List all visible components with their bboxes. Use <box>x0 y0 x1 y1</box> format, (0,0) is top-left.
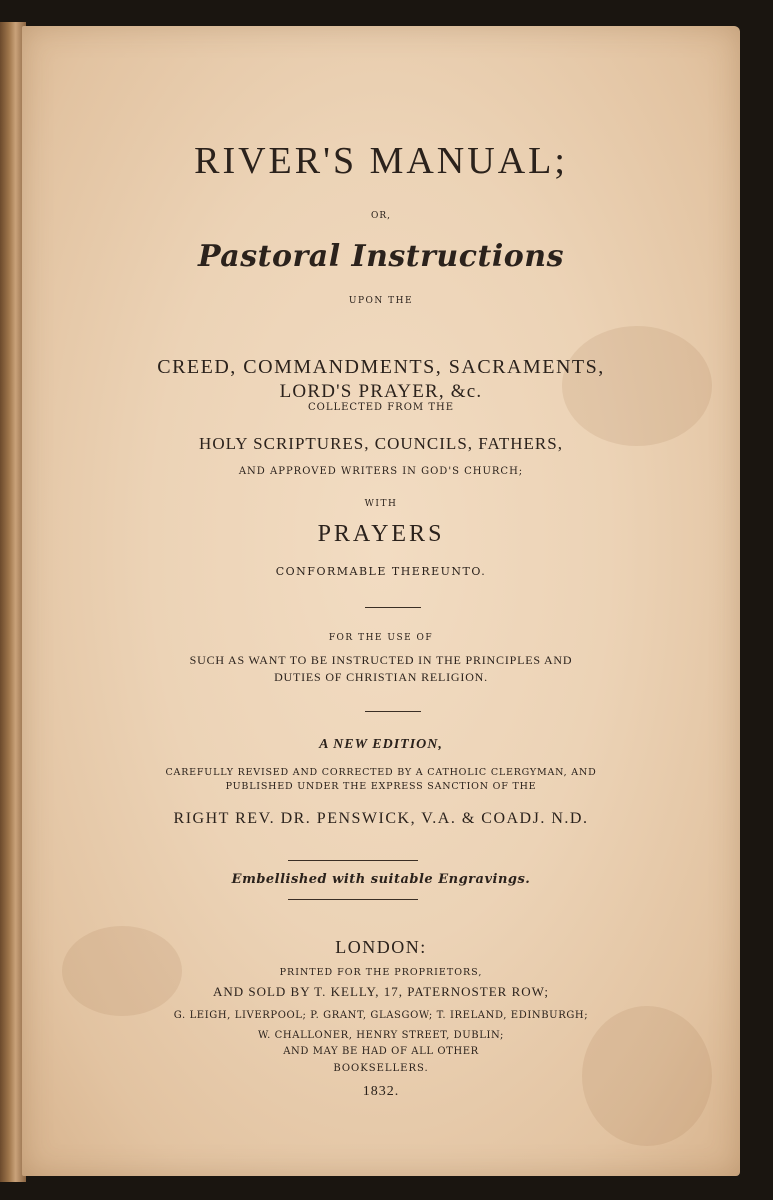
use-line-2: SUCH AS WANT TO BE INSTRUCTED IN THE PRINCIPLES AND <box>189 653 573 667</box>
topics-line-2: LORD'S PRAYER, &c. <box>279 381 483 402</box>
divider-rule <box>365 711 421 712</box>
revised-line-1: CAREFULLY REVISED AND CORRECTED BY A CATHOLIC CLERGYMAN, AND <box>165 767 597 778</box>
topics-line-1: CREED, COMMANDMENTS, SACRAMENTS, <box>157 356 605 378</box>
revised-line-2: PUBLISHED UNDER THE EXPRESS SANCTION OF THE <box>225 781 537 792</box>
sellers-line-2: W. CHALLONER, HENRY STREET, DUBLIN; <box>257 1030 505 1041</box>
sellers-line-1: G. LEIGH, LIVERPOOL; P. GRANT, GLASGOW; T. IRELAND, EDINBURGH; <box>173 1010 589 1021</box>
double-rule-top <box>288 860 418 861</box>
sources-line-1: HOLY SCRIPTURES, COUNCILS, FATHERS, <box>199 434 563 453</box>
sold-line: AND SOLD BY T. KELLY, 17, PATERNOSTER ROW; <box>212 984 550 999</box>
double-rule-bottom <box>288 899 418 900</box>
book-subtitle: Pastoral Instructions <box>198 239 564 274</box>
sanction-line: RIGHT REV. DR. PENSWICK, V.A. & COADJ. N.D. <box>173 810 589 827</box>
prayers-heading: PRAYERS <box>317 521 445 547</box>
year-line: 1832. <box>362 1084 400 1099</box>
edition-line: A NEW EDITION, <box>319 737 443 752</box>
use-line-1: FOR THE USE OF <box>328 633 434 643</box>
book-title: RIVER'S MANUAL; <box>194 140 568 182</box>
city-line: LONDON: <box>335 937 427 957</box>
printed-line: PRINTED FOR THE PROPRIETORS, <box>279 967 483 978</box>
paper-stain <box>582 1006 712 1146</box>
sellers-line-3: AND MAY BE HAD OF ALL OTHER <box>283 1046 479 1057</box>
title-page <box>22 26 740 1176</box>
with-line: WITH <box>364 499 398 509</box>
upon-line: UPON THE <box>348 296 414 306</box>
divider-rule <box>365 607 421 608</box>
use-line-3: DUTIES OF CHRISTIAN RELIGION. <box>274 670 488 684</box>
collected-line: COLLECTED FROM THE <box>307 402 455 413</box>
or-line: OR, <box>370 211 391 221</box>
conformable-line: CONFORMABLE THEREUNTO. <box>275 565 487 578</box>
sources-line-2: AND APPROVED WRITERS IN GOD'S CHURCH; <box>238 466 524 477</box>
booksellers-line: BOOKSELLERS. <box>333 1063 429 1074</box>
engravings-line: Embellished with suitable Engravings. <box>231 872 531 887</box>
